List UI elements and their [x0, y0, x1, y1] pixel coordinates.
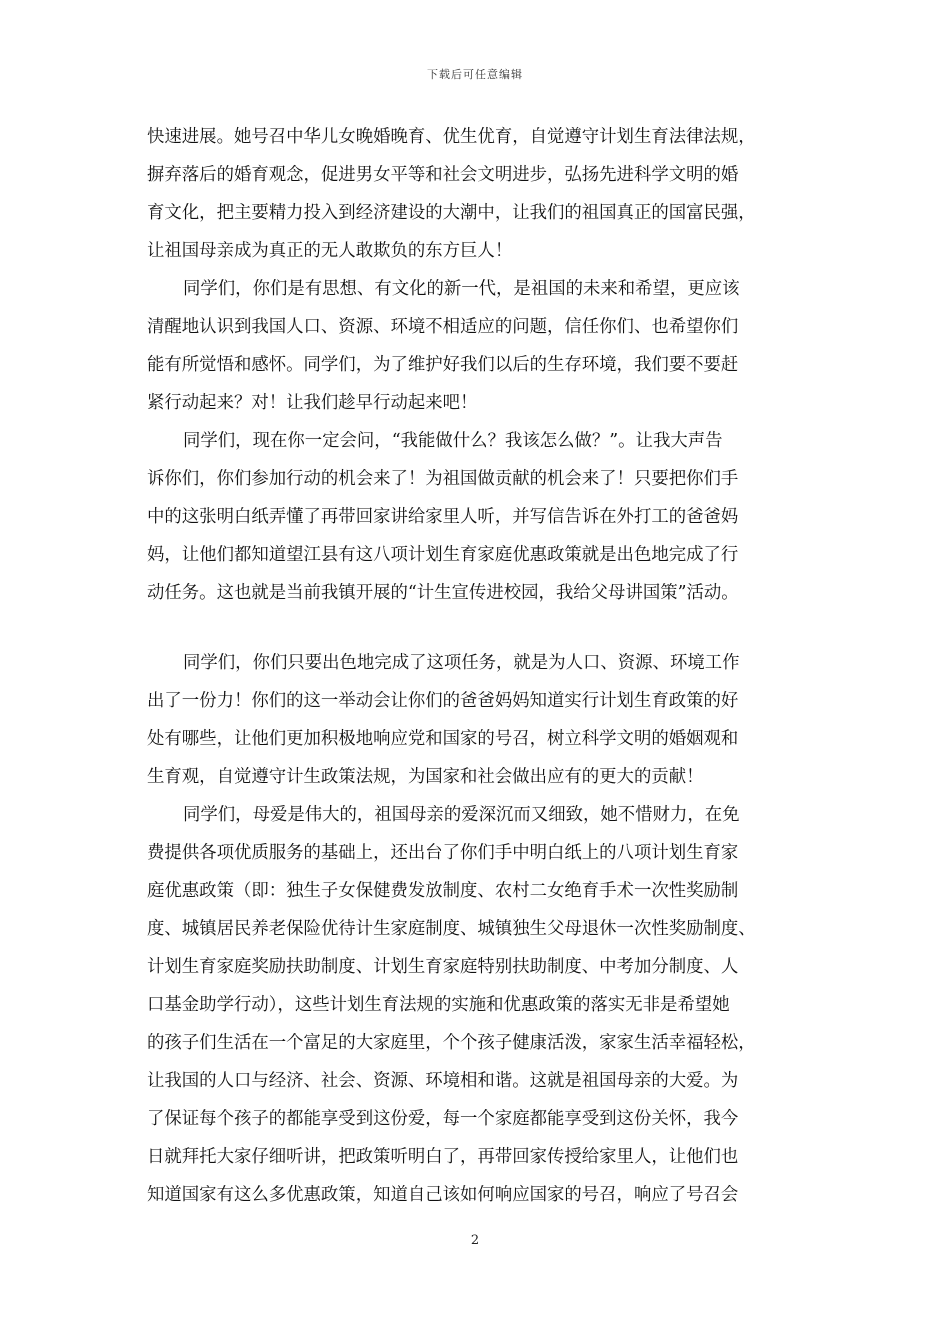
paragraph-3-line-4: 妈，让他们都知道望江县有这八项计划生育家庭优惠政策就是出色地完成了行 — [147, 545, 739, 565]
paragraph-4-line-2: 出了一份力！你们的这一举动会让你们的爸爸妈妈知道实行计划生育政策的好 — [147, 691, 739, 711]
paragraph-5-line-1: 同学们，母爱是伟大的，祖国母亲的爱深沉而又细致，她不惜财力，在免 — [183, 805, 740, 825]
paragraph-5-line-4: 度、城镇居民养老保险优待计生家庭制度、城镇独生父母退休一次性奖励制度、 — [147, 919, 756, 939]
paragraph-2-line-1: 同学们，你们是有思想、有文化的新一代，是祖国的未来和希望，更应该 — [183, 279, 740, 299]
paragraph-1-line-3: 育文化，把主要精力投入到经济建设的大潮中，让我们的祖国真正的国富民强， — [147, 203, 756, 223]
paragraph-4-line-3: 处有哪些，让他们更加积极地响应党和国家的号召，树立科学文明的婚姻观和 — [147, 729, 739, 749]
paragraph-3-line-5: 动任务。这也就是当前我镇开展的“计生宣传进校园，我给父母讲国策”活动。 — [147, 583, 739, 603]
page-header: 下载后可任意编辑 — [427, 68, 523, 81]
paragraph-5-line-5: 计划生育家庭奖励扶助制度、计划生育家庭特别扶助制度、中考加分制度、人 — [147, 957, 739, 977]
paragraph-5-line-8: 让我国的人口与经济、社会、资源、环境相和谐。这就是祖国母亲的大爱。为 — [147, 1071, 739, 1091]
paragraph-3-line-3: 中的这张明白纸弄懂了再带回家讲给家里人听，并写信告诉在外打工的爸爸妈 — [147, 507, 739, 527]
paragraph-1-line-1: 快速进展。她号召中华儿女晚婚晚育、优生优育，自觉遵守计划生育法律法规， — [147, 127, 756, 147]
paragraph-gap — [147, 612, 809, 644]
paragraph-5-line-9: 了保证每个孩子的都能享受到这份爱，每一个家庭都能享受到这份关怀，我今 — [147, 1109, 739, 1129]
paragraph-4-line-4: 生育观，自觉遵守计生政策法规，为国家和社会做出应有的更大的贡献！ — [147, 767, 704, 787]
paragraph-2-line-3: 能有所觉悟和感怀。同学们，为了维护好我们以后的生存环境，我们要不要赶 — [147, 355, 739, 375]
paragraph-3-line-1: 同学们，现在你一定会问，“我能做什么？我该怎么做？”。让我大声告 — [183, 431, 723, 451]
paragraph-5-line-3: 庭优惠政策（即：独生子女保健费发放制度、农村二女绝育手术一次性奖励制 — [147, 881, 739, 901]
paragraph-2-line-4: 紧行动起来？对！让我们趁早行动起来吧！ — [147, 393, 478, 413]
paragraph-3-line-2: 诉你们，你们参加行动的机会来了！为祖国做贡献的机会来了！只要把你们手 — [147, 469, 739, 489]
document-body — [147, 118, 809, 1214]
paragraph-5-line-10: 日就拜托大家仔细听讲，把政策听明白了，再带回家传授给家里人，让他们也 — [147, 1147, 739, 1167]
paragraph-1-line-4: 让祖国母亲成为真正的无人敢欺负的东方巨人！ — [147, 241, 513, 261]
paragraph-1-line-2: 摒弃落后的婚育观念，促进男女平等和社会文明进步，弘扬先进科学文明的婚 — [147, 165, 739, 185]
paragraph-5-line-6: 口基金助学行动），这些计划生育法规的实施和优惠政策的落实无非是希望她 — [147, 995, 730, 1015]
paragraph-5-line-7: 的孩子们生活在一个富足的大家庭里，个个孩子健康活泼，家家生活幸福轻松， — [147, 1033, 756, 1053]
paragraph-5-line-11: 知道国家有这么多优惠政策，知道自己该如何响应国家的号召，响应了号召会 — [147, 1185, 739, 1205]
paragraph-5-line-2: 费提供各项优质服务的基础上，还出台了你们手中明白纸上的八项计划生育家 — [147, 843, 739, 863]
paragraph-4-line-1: 同学们，你们只要出色地完成了这项任务，就是为人口、资源、环境工作 — [183, 653, 740, 673]
paragraph-2-line-2: 清醒地认识到我国人口、资源、环境不相适应的问题，信任你们、也希望你们 — [147, 317, 739, 337]
page-number: 2 — [470, 1233, 480, 1248]
